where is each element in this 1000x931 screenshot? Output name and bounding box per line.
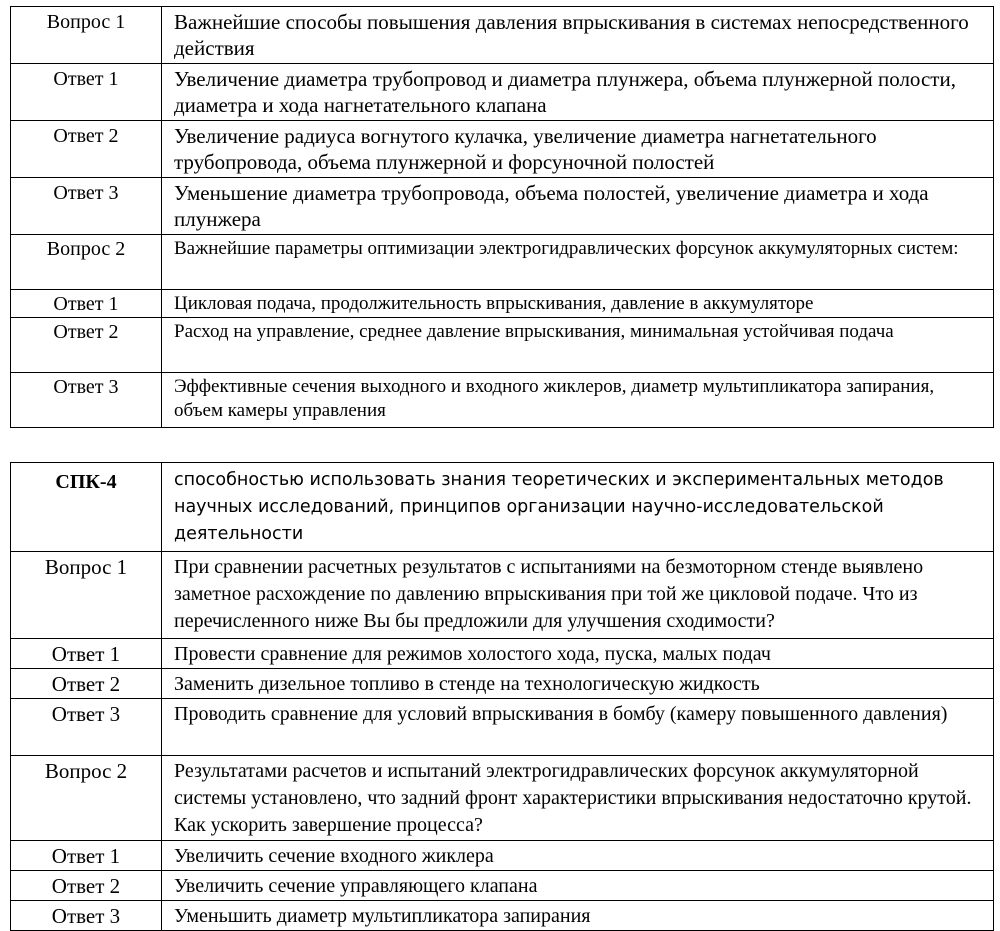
row-label: Ответ 2	[11, 669, 162, 699]
row-label: Вопрос 1	[11, 7, 162, 64]
row-label: Ответ 2	[11, 871, 162, 901]
table-row	[11, 290, 994, 318]
table-row	[11, 756, 994, 841]
row-text: Расход на управление, среднее давление впрыскивания, минимальная устойчивая подача	[162, 318, 994, 373]
row-text: Заменить дизельное топливо в стенде на технологическую жидкость	[162, 669, 994, 699]
table-row	[11, 699, 994, 756]
table-row	[11, 841, 994, 871]
table-row	[11, 871, 994, 901]
row-text: Результатами расчетов и испытаний электрогидравлических форсунок аккумуляторной системы установлено, что задний фронт характеристики впрыскивания недостаточно крутой. Как ускорить завершение процесса?	[162, 756, 994, 841]
competence-code: СПК-4	[11, 463, 162, 552]
row-text: При сравнении расчетных результатов с испытаниями на безмоторном стенде выявлено заметное расхождение по давлению впрыскивания при той же цикловой подаче. Что из перечисленного ниже Вы бы предложили для улучшения сходимости?	[162, 552, 994, 639]
row-text: Уменьшить диаметр мультипликатора запирания	[162, 901, 994, 931]
row-text: Цикловая подача, продолжительность впрыскивания, давление в аккумуляторе	[162, 290, 994, 318]
table-row	[11, 901, 994, 931]
row-label: Ответ 2	[11, 121, 162, 178]
table-row	[11, 669, 994, 699]
row-text: Увеличение радиуса вогнутого кулачка, увеличение диаметра нагнетательного трубопровода, объема плунжерной и форсуночной полостей	[162, 121, 994, 178]
table-row	[11, 235, 994, 290]
row-label: Вопрос 1	[11, 552, 162, 639]
table-row	[11, 178, 994, 235]
row-label: Ответ 3	[11, 373, 162, 428]
row-text: Увеличение диаметра трубопровод и диаметра плунжера, объема плунжерной полости, диаметра и хода нагнетательного клапана	[162, 64, 994, 121]
row-label: Вопрос 2	[11, 756, 162, 841]
row-text: Провести сравнение для режимов холостого хода, пуска, малых подач	[162, 639, 994, 669]
row-text: Важнейшие способы повышения давления впрыскивания в системах непосредственного действия	[162, 7, 994, 64]
table-row	[11, 7, 994, 64]
competence-header-row	[11, 463, 994, 552]
row-label: Вопрос 2	[11, 235, 162, 290]
row-label: Ответ 3	[11, 178, 162, 235]
questions-table-1	[10, 6, 994, 428]
table-row	[11, 64, 994, 121]
row-text: Увеличить сечение управляющего клапана	[162, 871, 994, 901]
competence-description: способностью использовать знания теоретических и экспериментальных методов научных исследований, принципов организации научно-исследовательской деятельности	[162, 463, 994, 552]
table-row	[11, 639, 994, 669]
row-label: Ответ 2	[11, 318, 162, 373]
table-row	[11, 121, 994, 178]
row-text: Уменьшение диаметра трубопровода, объема полостей, увеличение диаметра и хода плунжера	[162, 178, 994, 235]
table-row	[11, 318, 994, 373]
row-label: Ответ 1	[11, 841, 162, 871]
row-label: Ответ 3	[11, 901, 162, 931]
row-label: Ответ 1	[11, 639, 162, 669]
row-text: Проводить сравнение для условий впрыскивания в бомбу (камеру повышенного давления)	[162, 699, 994, 756]
row-label: Ответ 3	[11, 699, 162, 756]
table-row	[11, 373, 994, 428]
row-text: Важнейшие параметры оптимизации электрогидравлических форсунок аккумуляторных систем:	[162, 235, 994, 290]
row-text: Увеличить сечение входного жиклера	[162, 841, 994, 871]
row-label: Ответ 1	[11, 64, 162, 121]
table-row	[11, 552, 994, 639]
row-label: Ответ 1	[11, 290, 162, 318]
row-text: Эффективные сечения выходного и входного жиклеров, диаметр мультипликатора запирания, объем камеры управления	[162, 373, 994, 428]
questions-table-2	[10, 462, 994, 931]
